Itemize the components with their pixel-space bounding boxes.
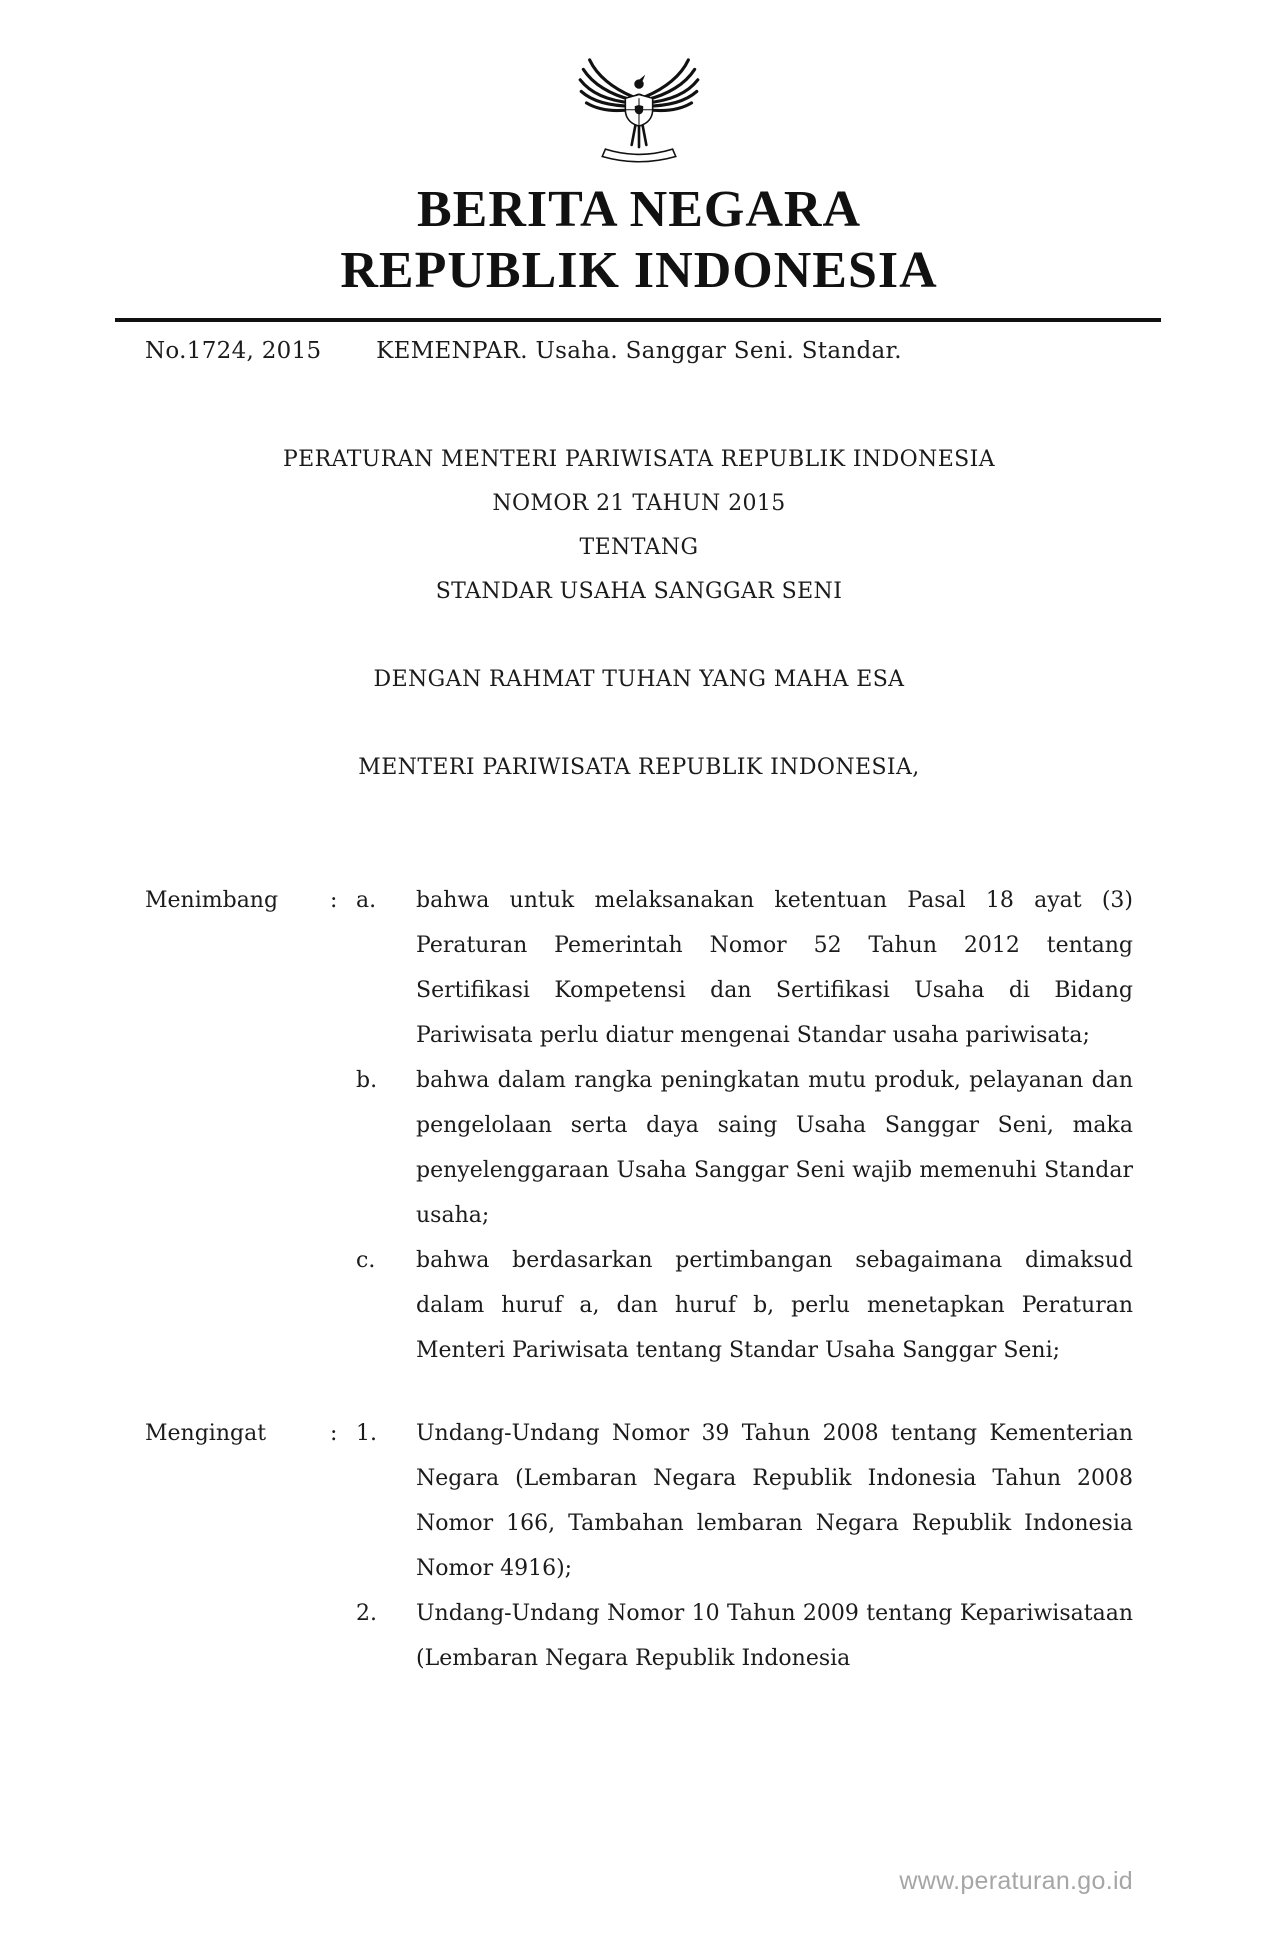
clause-colon (330, 1238, 356, 1373)
clause-text: bahwa dalam rangka peningkatan mutu produk, pelayanan dan pengelolaan serta daya saing Usaha Sanggar Seni, maka penyelenggaraan Usaha Sanggar Seni wajib memenuhi Standar usaha; (416, 1067, 1133, 1228)
masthead-line-1: BERITA NEGARA (416, 181, 861, 238)
clause-marker: b. (356, 1067, 378, 1093)
clause-label: Mengingat (145, 1420, 267, 1446)
emblem-container (145, 45, 1133, 167)
footer-watermark-url: www.peraturan.go.id (899, 1867, 1133, 1895)
clause-row (145, 1411, 1133, 1591)
spacer (145, 702, 1133, 746)
clause-label (145, 1238, 330, 1373)
masthead-rule (115, 318, 1161, 322)
clause-marker: c. (356, 1247, 376, 1273)
menimbang-section (145, 878, 1133, 1373)
subject-line: KEMENPAR. Usaha. Sanggar Seni. Standar. (376, 337, 902, 364)
heading-line-3: TENTANG (579, 534, 699, 560)
spacer (145, 614, 1133, 658)
garuda-emblem-icon (576, 45, 702, 163)
clause-text: bahwa berdasarkan pertimbangan sebagaimana dimaksud dalam huruf a, dan huruf b, perlu menetapkan Peraturan Menteri Pariwisata tentang Standar Usaha Sanggar Seni; (416, 1247, 1133, 1363)
clause-marker: 1. (356, 1420, 377, 1446)
clause-row (145, 1591, 1133, 1681)
clause-marker: 2. (356, 1600, 377, 1626)
clause-label (145, 1058, 330, 1238)
heading-invocation: DENGAN RAHMAT TUHAN YANG MAHA ESA (373, 666, 905, 692)
mengingat-section (145, 1411, 1133, 1681)
masthead-line-2: REPUBLIK INDONESIA (340, 242, 938, 300)
clause-colon: : (330, 1420, 338, 1446)
clause-text: Undang-Undang Nomor 10 Tahun 2009 tentang Kepariwisataan (Lembaran Negara Republik Indonesia (416, 1600, 1133, 1671)
heading-line-4: STANDAR USAHA SANGGAR SENI (435, 578, 843, 604)
clause-row (145, 878, 1133, 1058)
issue-number: No.1724, 2015 (145, 337, 322, 364)
document-headings (145, 438, 1133, 790)
heading-line-1: PERATURAN MENTERI PARIWISATA REPUBLIK INDONESIA (282, 446, 996, 472)
clause-row (145, 1058, 1133, 1238)
clause-text: bahwa untuk melaksanakan ketentuan Pasal 18 ayat (3) Peraturan Pemerintah Nomor 52 Tahun 2012 tentang Sertifikasi Kompetensi dan Sertifikasi Usaha di Bidang Pariwisata perlu diatur mengenai Standar usaha pariwisata; (416, 887, 1133, 1048)
clause-label (145, 1591, 330, 1681)
clause-label: Menimbang (145, 887, 279, 913)
heading-line-2: NOMOR 21 TAHUN 2015 (492, 490, 786, 516)
heading-issuer: MENTERI PARIWISATA REPUBLIK INDONESIA, (358, 754, 920, 780)
gazette-header-row (145, 336, 1133, 366)
clause-row (145, 1238, 1133, 1373)
clause-colon (330, 1591, 356, 1681)
clause-text: Undang-Undang Nomor 39 Tahun 2008 tentang Kementerian Negara (Lembaran Negara Republik Indonesia Tahun 2008 Nomor 166, Tambahan lembaran Negara Republik Indonesia Nomor 4916); (416, 1420, 1133, 1581)
clause-colon: : (330, 887, 338, 913)
clause-marker: a. (356, 887, 377, 913)
masthead (145, 179, 1133, 302)
clause-colon (330, 1058, 356, 1238)
clauses (145, 878, 1133, 1681)
